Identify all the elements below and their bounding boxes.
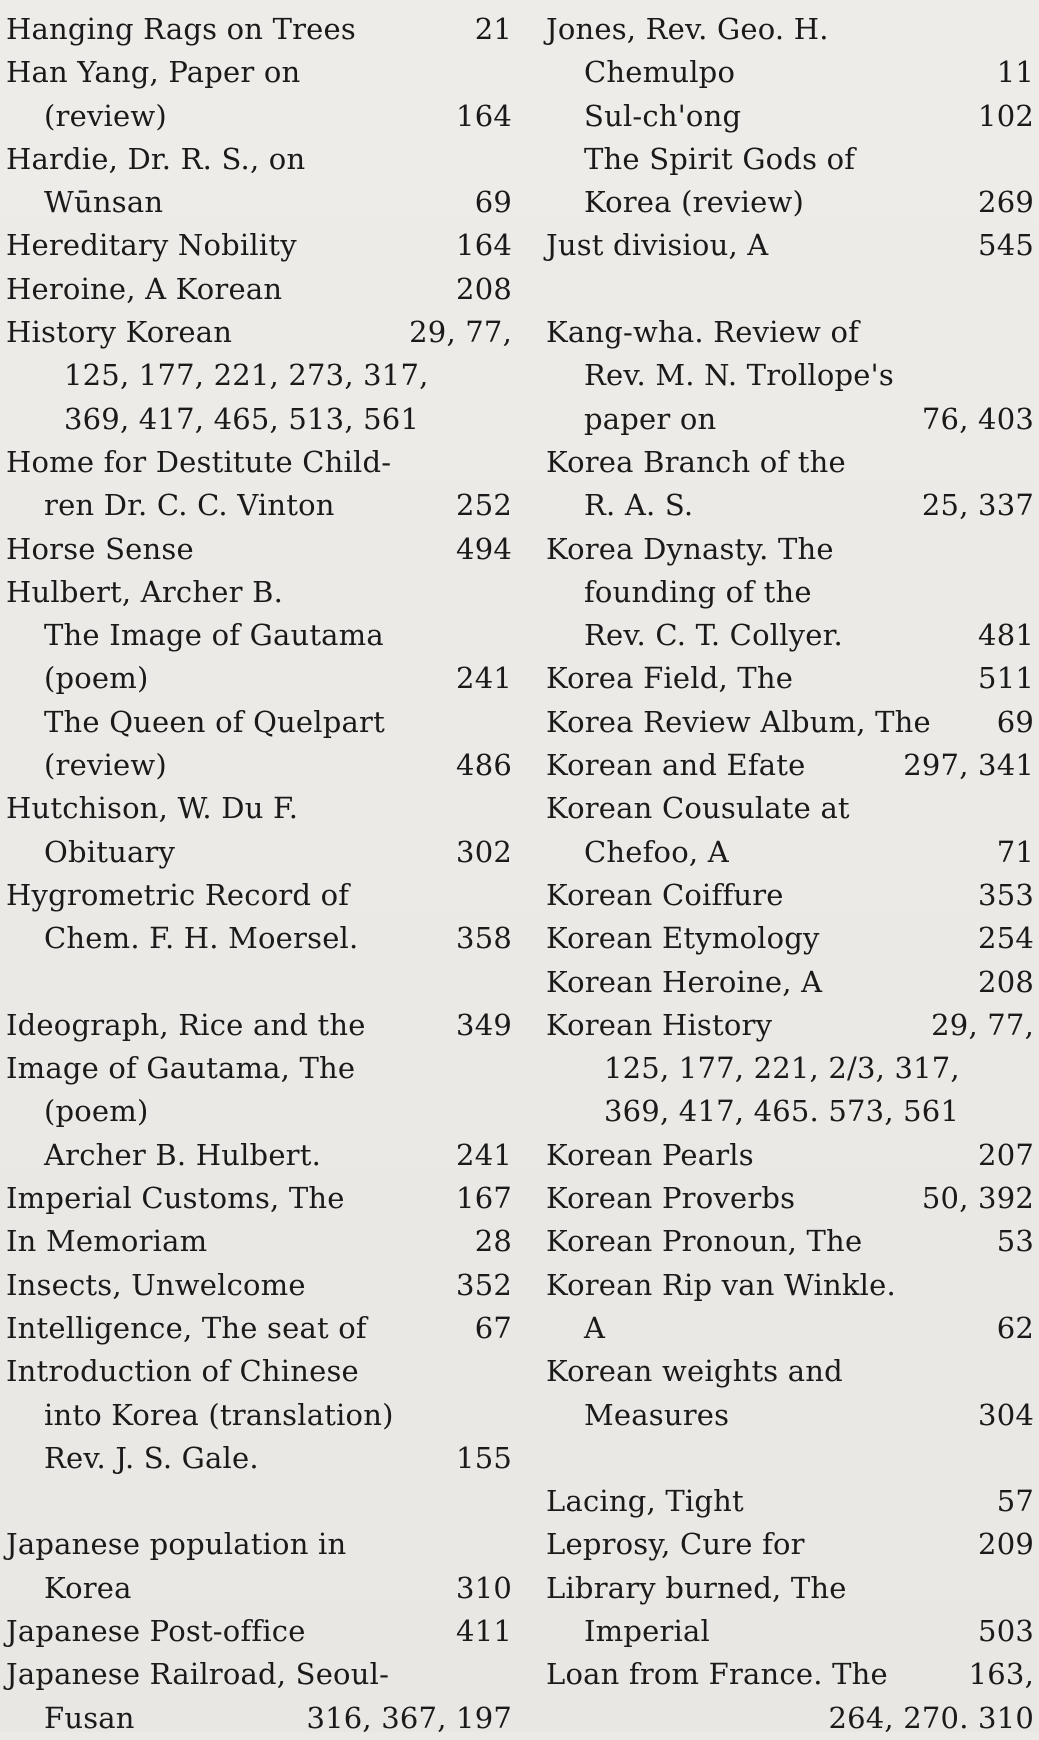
index-entry xyxy=(546,1480,1034,1523)
index-entry-text: Korea Review Album, The xyxy=(546,704,931,739)
index-left-column xyxy=(6,8,512,1740)
index-entry-page: 25, 337 xyxy=(921,488,1034,523)
index-entry-page: 241 xyxy=(456,661,512,696)
index-entry-text: Korea Branch of the xyxy=(546,444,846,479)
index-entry-text: Rev. C. T. Collyer. xyxy=(584,618,843,653)
index-entry-text: The Image of Gautama xyxy=(44,618,384,653)
index-entry-page: 304 xyxy=(978,1397,1034,1432)
index-entry-text: 369, 417, 465, 513, 561 xyxy=(64,401,420,436)
index-entry xyxy=(6,701,512,744)
index-entry-page: 76, 403 xyxy=(921,401,1034,436)
index-entry-text: Korean Proverbs xyxy=(546,1181,796,1216)
index-entry xyxy=(546,354,1034,397)
index-entry-text: 125, 177, 221, 273, 317, xyxy=(64,358,429,393)
index-entry-page: 57 xyxy=(996,1484,1034,1519)
index-entry-text: Fusan xyxy=(44,1700,135,1735)
index-entry xyxy=(6,1567,512,1610)
index-entry-text: Korean Heroine, A xyxy=(546,964,823,999)
index-entry xyxy=(546,484,1034,527)
index-entry xyxy=(6,1004,512,1047)
index-entry-text: Korean Coiffure xyxy=(546,877,784,912)
index-entry xyxy=(6,224,512,267)
index-entry xyxy=(6,1610,512,1653)
index-entry-page: 254 xyxy=(978,921,1034,956)
index-entry-text: Rev. M. N. Trollope's xyxy=(584,358,894,393)
index-entry-page: 481 xyxy=(978,618,1034,653)
index-entry xyxy=(546,1264,1034,1307)
index-entry xyxy=(6,441,512,484)
index-entry-page: 252 xyxy=(456,488,512,523)
index-entry xyxy=(546,1350,1034,1393)
index-entry xyxy=(6,571,512,614)
index-entry xyxy=(6,1090,512,1133)
index-entry xyxy=(546,657,1034,700)
index-entry-text: Hardie, Dr. R. S., on xyxy=(6,141,306,176)
index-entry xyxy=(6,484,512,527)
index-entry xyxy=(6,268,512,311)
index-entry-page: 264, 270. 310 xyxy=(828,1700,1034,1735)
index-entry-text: Korea Field, The xyxy=(546,661,794,696)
index-entry xyxy=(546,224,1034,267)
index-entry-text: History Korean xyxy=(6,315,233,350)
index-entry xyxy=(6,1480,512,1523)
index-entry-text: Heroine, A Korean xyxy=(6,271,283,306)
index-entry-page: 29, 77, xyxy=(409,315,512,350)
index-entry-page: 411 xyxy=(456,1613,512,1648)
index-entry-page: 102 xyxy=(978,98,1034,133)
index-entry-text: Loan from France. The xyxy=(546,1657,888,1692)
index-entry-text: 369, 417, 465. 573, 561 xyxy=(604,1094,960,1129)
index-entry-text: In Memoriam xyxy=(6,1224,208,1259)
index-entry-text: Japanese population in xyxy=(6,1527,347,1562)
index-entry xyxy=(6,917,512,960)
index-entry-page: 208 xyxy=(978,964,1034,999)
index-entry xyxy=(6,1523,512,1566)
index-entry xyxy=(546,181,1034,224)
index-entry xyxy=(546,398,1034,441)
index-entry-text: Hutchison, W. Du F. xyxy=(6,791,299,826)
index-entry-text: Insects, Unwelcome xyxy=(6,1267,306,1302)
index-entry xyxy=(6,528,512,571)
index-entry-text: (review) xyxy=(44,748,167,783)
index-entry-text: Korean Etymology xyxy=(546,921,820,956)
index-entry xyxy=(546,1653,1034,1696)
index-entry xyxy=(6,95,512,138)
index-entry-text: A xyxy=(584,1310,606,1345)
index-entry xyxy=(6,138,512,181)
index-entry xyxy=(6,787,512,830)
index-entry-text: 125, 177, 221, 2/3, 317, xyxy=(604,1051,960,1086)
index-entry-text: Hanging Rags on Trees xyxy=(6,12,356,46)
index-entry-text: Image of Gautama, The xyxy=(6,1051,356,1086)
index-entry-text: paper on xyxy=(584,401,717,436)
index-entry-text: Korean History xyxy=(546,1007,773,1042)
index-entry-text: founding of the xyxy=(584,574,812,609)
index-entry-page: 62 xyxy=(996,1310,1034,1345)
index-entry-page: 28 xyxy=(474,1224,512,1259)
index-entry xyxy=(6,874,512,917)
index-entry xyxy=(546,1047,1034,1090)
index-entry-text: Introduction of Chinese xyxy=(6,1354,359,1389)
index-entry xyxy=(546,831,1034,874)
index-entry-text: Hulbert, Archer B. xyxy=(6,574,284,609)
index-entry-text: ren Dr. C. C. Vinton xyxy=(44,488,335,523)
index-entry-page: 155 xyxy=(456,1440,512,1475)
index-entry xyxy=(546,311,1034,354)
index-entry xyxy=(6,1350,512,1393)
index-entry xyxy=(546,701,1034,744)
index-entry xyxy=(6,1220,512,1263)
index-entry xyxy=(546,1437,1034,1480)
index-entry-text: Korean Pronoun, The xyxy=(546,1224,863,1259)
index-entry-page: 545 xyxy=(978,228,1034,263)
index-entry-text: into Korea (translation) xyxy=(44,1397,394,1432)
index-entry-page: 511 xyxy=(978,661,1034,696)
index-entry-page: 503 xyxy=(978,1613,1034,1648)
index-entry xyxy=(6,614,512,657)
index-entry xyxy=(6,961,512,1004)
index-entry-text: Jones, Rev. Geo. H. xyxy=(546,12,829,46)
index-entry-text: Imperial Customs, The xyxy=(6,1181,345,1216)
index-right-column xyxy=(546,8,1034,1740)
index-entry xyxy=(546,614,1034,657)
index-entry-page: 53 xyxy=(996,1224,1034,1259)
index-entry-text: Hereditary Nobility xyxy=(6,228,297,263)
index-entry xyxy=(546,138,1034,181)
index-entry-text: Chem. F. H. Moersel. xyxy=(44,921,359,956)
index-entry-page: 67 xyxy=(474,1310,512,1345)
index-entry-text: Korean Rip van Winkle. xyxy=(546,1267,896,1302)
index-entry-text: Japanese Post-office xyxy=(6,1613,306,1648)
index-entry xyxy=(6,1134,512,1177)
index-entry xyxy=(6,1307,512,1350)
index-entry-page: 164 xyxy=(456,98,512,133)
index-entry xyxy=(546,1134,1034,1177)
index-entry xyxy=(6,657,512,700)
index-entry-page: 209 xyxy=(978,1527,1034,1562)
index-entry-page: 494 xyxy=(456,531,512,566)
index-entry-text: Lacing, Tight xyxy=(546,1484,744,1519)
index-entry-text: Korea Dynasty. The xyxy=(546,531,834,566)
index-entry xyxy=(546,95,1034,138)
index-entry xyxy=(546,1567,1034,1610)
index-entry-page: 297, 341 xyxy=(903,748,1034,783)
index-entry xyxy=(6,1177,512,1220)
index-entry-page: 486 xyxy=(456,748,512,783)
index-entry-page: 69 xyxy=(996,704,1034,739)
index-entry xyxy=(6,398,512,441)
index-entry xyxy=(6,311,512,354)
index-entry-text: Kang-wha. Review of xyxy=(546,315,860,350)
index-entry xyxy=(546,874,1034,917)
index-entry-text: (poem) xyxy=(44,661,149,696)
index-entry-page: 208 xyxy=(456,271,512,306)
index-entry xyxy=(546,787,1034,830)
index-entry-text: Han Yang, Paper on xyxy=(6,55,301,90)
column-divider xyxy=(530,0,531,1732)
index-entry xyxy=(546,961,1034,1004)
index-entry xyxy=(546,1177,1034,1220)
index-entry xyxy=(6,831,512,874)
index-entry-text: Chemulpo xyxy=(584,55,736,90)
index-entry xyxy=(6,51,512,94)
index-entry-text: Sul-ch'ong xyxy=(584,98,742,133)
index-entry xyxy=(6,1653,512,1696)
index-entry-text: Imperial xyxy=(584,1613,710,1648)
index-entry-text: Korean Cousulate at xyxy=(546,791,850,826)
index-entry xyxy=(546,51,1034,94)
index-entry-text: Intelligence, The seat of xyxy=(6,1310,367,1345)
index-entry-page: 29, 77, xyxy=(931,1007,1034,1042)
index-entry xyxy=(546,744,1034,787)
index-entry xyxy=(546,571,1034,614)
index-entry-text: The Queen of Quelpart xyxy=(44,704,385,739)
index-entry-text: Library burned, The xyxy=(546,1570,847,1605)
index-entry xyxy=(6,744,512,787)
index-entry xyxy=(546,1004,1034,1047)
index-entry xyxy=(546,1394,1034,1437)
index-entry-page: 316, 367, 197 xyxy=(306,1700,512,1735)
index-entry-text: Just divisiou, A xyxy=(546,228,769,263)
index-entry-text: (poem) xyxy=(44,1094,149,1129)
index-entry-text: Korea (review) xyxy=(584,185,804,220)
index-entry-page: 241 xyxy=(456,1137,512,1172)
index-entry xyxy=(6,1697,512,1740)
index-entry-text: Ideograph, Rice and the xyxy=(6,1007,366,1042)
index-entry xyxy=(6,181,512,224)
index-entry-text: Korean Pearls xyxy=(546,1137,754,1172)
index-entry-text: Korean and Efate xyxy=(546,748,806,783)
index-entry-text: The Spirit Gods of xyxy=(584,141,856,176)
index-entry-text: Archer B. Hulbert. xyxy=(44,1137,322,1172)
index-entry xyxy=(546,268,1034,311)
index-entry xyxy=(546,1523,1034,1566)
index-entry-page: 207 xyxy=(978,1137,1034,1172)
index-entry xyxy=(546,441,1034,484)
index-entry-text: (review) xyxy=(44,98,167,133)
index-entry xyxy=(6,1047,512,1090)
index-entry xyxy=(546,1307,1034,1350)
index-entry-page: 11 xyxy=(996,55,1034,90)
index-entry-text: Measures xyxy=(584,1397,730,1432)
index-entry-text: R. A. S. xyxy=(584,488,694,523)
index-entry xyxy=(546,917,1034,960)
index-entry xyxy=(546,1220,1034,1263)
index-entry xyxy=(6,1394,512,1437)
index-entry-page: 310 xyxy=(456,1570,512,1605)
index-entry-page: 50, 392 xyxy=(921,1181,1034,1216)
index-entry-text: Japanese Railroad, Seoul- xyxy=(6,1657,390,1692)
index-entry-text: Obituary xyxy=(44,834,176,869)
index-entry-text: Home for Destitute Child- xyxy=(6,444,392,479)
index-entry xyxy=(6,1437,512,1480)
index-entry-text: Hygrometric Record of xyxy=(6,877,350,912)
index-entry-page: 358 xyxy=(456,921,512,956)
index-entry-page: 164 xyxy=(456,228,512,263)
index-entry xyxy=(546,1090,1034,1133)
index-entry-page: 302 xyxy=(456,834,512,869)
index-entry-text: Wūnsan xyxy=(44,185,164,220)
index-entry xyxy=(546,8,1034,51)
index-entry-page: 349 xyxy=(456,1007,512,1042)
index-entry xyxy=(6,354,512,397)
index-entry-text: Horse Sense xyxy=(6,531,194,566)
index-entry xyxy=(546,528,1034,571)
index-entry xyxy=(6,8,512,51)
index-entry-text: Korea xyxy=(44,1570,132,1605)
index-entry-page: 69 xyxy=(474,185,512,220)
index-entry-page: 353 xyxy=(978,877,1034,912)
index-entry-page: 21 xyxy=(474,12,512,46)
index-entry-text: Leprosy, Cure for xyxy=(546,1527,805,1562)
index-entry-text: Rev. J. S. Gale. xyxy=(44,1440,259,1475)
index-entry xyxy=(546,1697,1034,1740)
index-entry-page: 71 xyxy=(996,834,1034,869)
index-entry-page: 269 xyxy=(978,185,1034,220)
index-entry-text: Korean weights and xyxy=(546,1354,843,1389)
index-entry-page: 167 xyxy=(456,1181,512,1216)
index-entry xyxy=(6,1264,512,1307)
index-entry-text: Chefoo, A xyxy=(584,834,729,869)
index-entry-page: 163, xyxy=(968,1657,1034,1692)
index-entry-page: 352 xyxy=(456,1267,512,1302)
index-entry xyxy=(546,1610,1034,1653)
